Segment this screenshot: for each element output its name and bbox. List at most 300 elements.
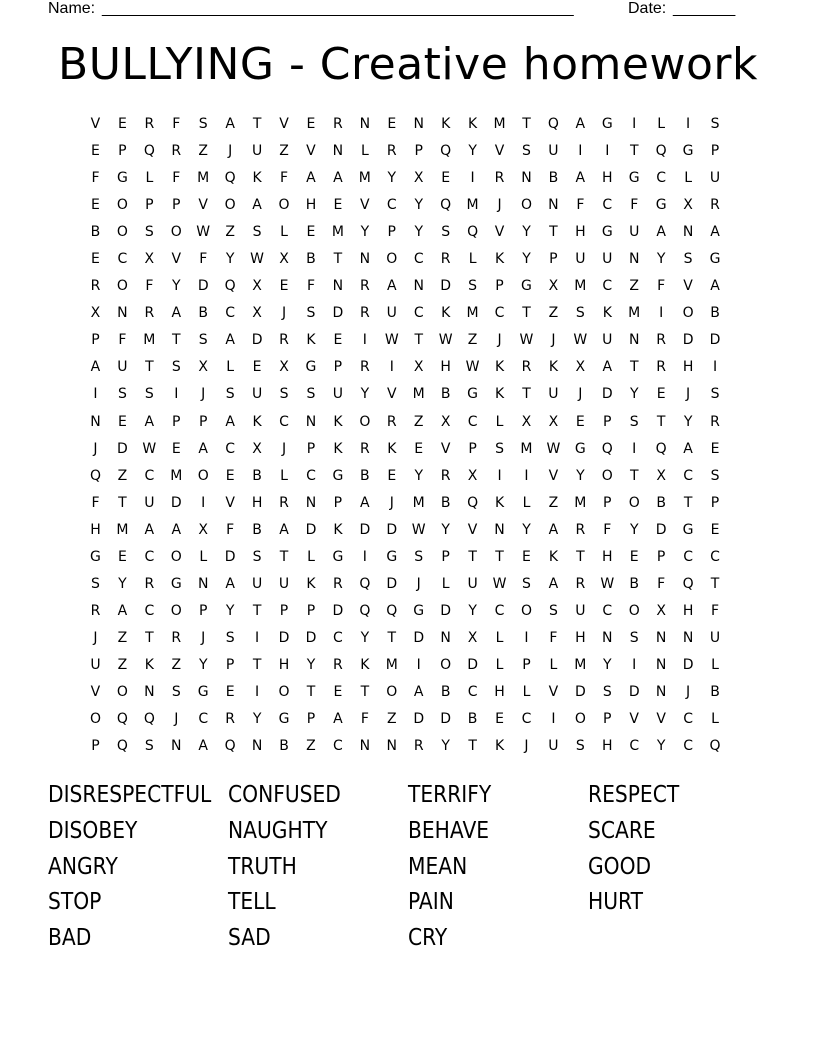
grid-letter: N [494, 521, 505, 538]
grid-letter: J [686, 386, 691, 403]
grid-letter: U [144, 494, 155, 511]
grid-letter: E [91, 251, 100, 268]
grid-letter: E [575, 413, 585, 430]
grid-letter: P [145, 197, 154, 214]
grid-letter: E [710, 521, 720, 538]
grid-letter: X [548, 413, 559, 430]
grid-letter: A [683, 440, 693, 457]
grid-letter: V [225, 494, 235, 511]
grid-letter: S [575, 305, 585, 322]
grid-letter: F [360, 711, 369, 728]
grid-letter: J [551, 332, 556, 349]
grid-row [82, 165, 732, 192]
grid-letter: I [578, 143, 583, 160]
grid-letter: L [145, 170, 154, 187]
grid-letter: I [470, 170, 475, 187]
grid-letter: Y [172, 278, 181, 295]
grid-letter: C [683, 467, 693, 484]
grid-letter: R [359, 278, 370, 295]
grid-letter: E [117, 116, 127, 133]
grid-letter: C [629, 738, 640, 755]
grid-letter: I [686, 116, 691, 133]
grid-letter: S [710, 116, 720, 133]
grid-letter: Y [441, 521, 450, 538]
grid-letter: N [682, 629, 694, 646]
grid-letter: Q [116, 738, 128, 755]
grid-letter: M [574, 494, 587, 511]
grid-letter: U [251, 386, 263, 403]
grid-letter: P [225, 656, 235, 673]
grid-row [82, 273, 732, 300]
grid-letter: Z [117, 656, 128, 673]
grid-letter: C [144, 548, 155, 565]
grid-letter: Y [225, 251, 235, 268]
grid-letter: A [225, 413, 235, 430]
grid-letter: L [468, 251, 477, 268]
grid-letter: G [332, 467, 344, 484]
grid-letter: U [278, 575, 290, 592]
grid-letter: Y [522, 521, 531, 538]
grid-letter: C [521, 711, 532, 728]
grid-letter: Y [656, 251, 666, 268]
grid-letter: T [360, 684, 370, 700]
grid-letter: I [93, 386, 98, 403]
grid-letter: U [386, 305, 397, 322]
grid-letter: D [440, 602, 452, 619]
grid-letter: N [359, 116, 371, 133]
grid-letter: D [305, 629, 317, 646]
grid-letter: S [468, 278, 478, 295]
grid-letter: T [522, 116, 531, 133]
grid-letter: H [440, 359, 451, 376]
grid-letter: S [306, 386, 316, 403]
grid-letter: O [170, 602, 182, 619]
grid-letter: A [548, 521, 559, 538]
grid-letter: G [628, 170, 640, 187]
grid-letter: D [251, 332, 263, 349]
grid-letter: S [575, 738, 585, 755]
grid-letter: T [306, 684, 316, 700]
grid-letter: T [495, 548, 504, 565]
grid-letter: O [520, 602, 532, 619]
grid-letter: D [709, 332, 721, 349]
grid-letter: I [632, 440, 637, 457]
grid-letter: E [91, 143, 100, 160]
grid-letter: F [657, 278, 666, 295]
grid-row [82, 625, 732, 652]
grid-letter: B [629, 575, 640, 592]
grid-letter: F [226, 521, 235, 538]
grid-letter: O [89, 711, 101, 728]
grid-letter: S [225, 386, 235, 403]
grid-letter: X [252, 440, 262, 457]
grid-letter: N [251, 738, 263, 755]
grid-letter: S [198, 116, 208, 133]
grid-letter: Q [224, 738, 236, 755]
grid-letter: A [171, 521, 182, 538]
grid-letter: L [657, 116, 666, 133]
grid-letter: R [656, 332, 667, 349]
grid-letter: B [279, 738, 289, 755]
grid-letter: I [712, 359, 718, 376]
grid-letter: I [497, 467, 502, 484]
grid-letter: R [359, 440, 370, 457]
grid-letter: K [602, 305, 612, 322]
grid-letter: Q [655, 143, 667, 160]
grid-letter: J [201, 386, 206, 403]
grid-letter: C [144, 467, 155, 484]
grid-letter: I [362, 548, 367, 565]
grid-letter: C [494, 305, 505, 322]
grid-letter: R [279, 494, 289, 511]
grid-letter: A [710, 278, 720, 295]
grid-letter: S [414, 548, 424, 565]
grid-letter: X [279, 359, 289, 376]
grid-letter: T [522, 386, 531, 403]
grid-letter: Z [225, 224, 235, 241]
grid-letter: T [629, 467, 639, 484]
grid-letter: O [278, 684, 290, 700]
grid-letter: W [519, 332, 534, 349]
grid-letter: I [632, 116, 637, 133]
grid-letter: G [655, 197, 667, 214]
grid-letter: U [90, 656, 101, 673]
grid-letter: P [333, 494, 343, 511]
grid-letter: X [252, 278, 262, 295]
grid-letter: A [710, 224, 720, 241]
grid-letter: U [709, 629, 721, 646]
grid-letter: R [494, 170, 505, 187]
grid-letter: F [711, 602, 720, 619]
grid-letter: Y [414, 197, 423, 214]
grid-letter: K [252, 170, 262, 187]
grid-letter: Z [413, 413, 424, 430]
grid-letter: N [655, 684, 667, 700]
grid-letter: P [603, 413, 612, 430]
grid-letter: S [252, 224, 262, 241]
grid-letter: J [281, 305, 287, 322]
grid-row [82, 679, 732, 706]
grid-letter: N [521, 170, 532, 187]
grid-letter: L [360, 143, 369, 160]
grid-letter: N [655, 656, 667, 673]
grid-letter: T [118, 494, 127, 511]
grid-letter: R [333, 575, 343, 592]
grid-letter: U [602, 251, 613, 268]
grid-letter: C [117, 251, 128, 268]
grid-letter: F [603, 521, 612, 538]
grid-letter: S [306, 305, 316, 322]
grid-row [82, 598, 732, 625]
grid-letter: D [170, 494, 182, 511]
grid-letter: J [281, 440, 287, 457]
grid-letter: U [251, 575, 263, 592]
grid-letter: P [91, 738, 100, 755]
grid-letter: C [144, 602, 155, 619]
grid-letter: O [224, 197, 236, 214]
grid-letter: K [333, 521, 343, 538]
grid-letter: N [305, 494, 317, 511]
grid-letter: G [332, 548, 344, 565]
grid-letter: M [197, 170, 210, 187]
grid-letter: E [117, 548, 127, 565]
grid-letter: P [198, 602, 208, 619]
grid-letter: A [117, 602, 128, 619]
grid-letter: B [467, 711, 478, 728]
grid-letter: I [362, 332, 367, 349]
grid-letter: Y [414, 224, 423, 241]
grid-letter: I [551, 711, 556, 728]
grid-letter: A [386, 278, 397, 295]
grid-letter: O [574, 711, 586, 728]
grid-letter: P [603, 494, 612, 511]
grid-letter: S [629, 629, 639, 646]
grid-letter: E [333, 332, 343, 349]
grid-letter: V [494, 143, 505, 160]
grid-letter: Q [655, 440, 667, 457]
grid-letter: N [117, 305, 128, 322]
grid-letter: P [656, 548, 666, 565]
grid-letter: O [359, 413, 371, 430]
grid-letter: U [332, 386, 344, 403]
grid-letter: B [710, 305, 720, 322]
grid-letter: R [225, 711, 236, 728]
grid-letter: D [682, 332, 694, 349]
grid-letter: H [90, 521, 101, 538]
grid-letter: M [116, 521, 129, 538]
grid-letter: S [629, 413, 639, 430]
grid-letter: J [524, 738, 529, 755]
grid-letter: E [414, 440, 424, 457]
grid-letter: C [279, 413, 289, 430]
grid-letter: L [199, 548, 208, 565]
grid-letter: I [632, 656, 637, 673]
grid-letter: L [280, 224, 288, 241]
grid-letter: F [91, 494, 100, 511]
grid-letter: R [171, 629, 182, 646]
grid-letter: A [413, 684, 424, 700]
grid-letter: T [629, 359, 639, 376]
grid-letter: Z [548, 305, 559, 322]
grid-letter: B [656, 494, 666, 511]
grid-letter: E [441, 170, 451, 187]
grid-letter: B [440, 494, 451, 511]
grid-letter: D [440, 711, 452, 728]
grid-letter: P [468, 440, 477, 457]
grid-letter: H [682, 602, 694, 619]
grid-letter: R [521, 359, 532, 376]
grid-letter: O [116, 224, 128, 241]
grid-letter: C [413, 251, 424, 268]
grid-letter: V [306, 143, 316, 160]
grid-letter: U [548, 386, 559, 403]
word-bank-item: DISRESPECTFUL [48, 782, 212, 808]
grid-letter: G [601, 116, 613, 133]
grid-letter: A [279, 521, 289, 538]
grid-letter: A [333, 711, 343, 728]
grid-row [82, 327, 732, 354]
grid-letter: J [497, 332, 502, 349]
grid-letter: R [279, 332, 289, 349]
grid-letter: D [601, 386, 613, 403]
grid-letter: N [628, 251, 640, 268]
grid-letter: X [413, 359, 424, 376]
grid-letter: B [440, 386, 451, 403]
grid-letter: W [250, 251, 265, 268]
grid-letter: G [305, 359, 317, 376]
grid-letter: K [144, 656, 154, 673]
grid-letter: N [332, 278, 344, 295]
grid-letter: X [548, 278, 559, 295]
word-bank-item: CONFUSED [228, 782, 341, 808]
grid-letter: Q [359, 575, 371, 592]
grid-letter: C [225, 440, 236, 457]
grid-letter: D [628, 684, 640, 700]
grid-letter: U [575, 602, 586, 619]
grid-letter: Y [252, 711, 262, 728]
grid-letter: J [174, 711, 179, 728]
grid-letter: S [495, 440, 504, 457]
grid-letter: F [549, 629, 558, 646]
grid-letter: E [656, 386, 666, 403]
grid-letter: P [306, 711, 316, 728]
grid-letter: K [548, 359, 558, 376]
word-bank-item: ANGRY [48, 853, 118, 880]
grid-letter: Y [306, 656, 316, 673]
grid-letter: H [682, 359, 694, 376]
grid-letter: P [118, 143, 127, 160]
grid-letter: V [494, 224, 505, 241]
grid-letter: X [656, 467, 666, 484]
grid-letter: E [629, 548, 639, 565]
grid-letter: T [172, 332, 181, 349]
word-bank-item: GOOD [588, 853, 652, 880]
grid-letter: G [682, 143, 694, 160]
grid-letter: S [710, 467, 720, 484]
grid-letter: U [548, 143, 559, 160]
grid-letter: G [278, 711, 290, 728]
grid-letter: Q [467, 224, 479, 241]
grid-letter: P [387, 224, 396, 241]
grid-letter: B [198, 305, 209, 322]
grid-letter: M [331, 224, 344, 241]
grid-letter: H [251, 494, 263, 511]
grid-letter: O [440, 656, 452, 673]
grid-letter: B [548, 170, 559, 187]
grid-row [82, 111, 732, 138]
grid-letter: Q [386, 602, 398, 619]
grid-letter: L [549, 656, 558, 673]
grid-letter: R [440, 251, 451, 268]
grid-letter: D [197, 278, 209, 295]
grid-letter: Q [224, 278, 236, 295]
grid-letter: D [413, 711, 425, 728]
grid-letter: Q [89, 467, 101, 484]
grid-letter: K [494, 359, 505, 376]
grid-letter: F [576, 197, 585, 214]
grid-letter: Q [224, 170, 236, 187]
grid-letter: D [386, 575, 398, 592]
grid-letter: A [575, 116, 586, 133]
grid-letter: C [467, 684, 478, 700]
grid-letter: Y [198, 656, 208, 673]
grid-letter: D [305, 521, 317, 538]
grid-letter: P [172, 413, 181, 430]
grid-letter: D [359, 521, 371, 538]
grid-letter: F [280, 170, 289, 187]
grid-letter: R [359, 305, 370, 322]
grid-letter: I [389, 359, 394, 376]
grid-letter: U [602, 332, 613, 349]
grid-letter: Q [116, 711, 128, 728]
grid-letter: T [279, 548, 289, 565]
grid-letter: A [198, 738, 208, 755]
grid-letter: R [359, 359, 370, 376]
grid-letter: S [602, 684, 612, 700]
grid-letter: V [90, 116, 101, 133]
word-search-grid [82, 111, 732, 760]
grid-letter: B [306, 251, 316, 268]
grid-letter: R [90, 278, 101, 295]
grid-letter: W [142, 440, 157, 457]
grid-letter: K [360, 656, 370, 673]
grid-letter: K [441, 116, 451, 133]
date-label: Date: [628, 0, 667, 17]
grid-letter: P [198, 413, 208, 430]
grid-letter: C [467, 413, 478, 430]
grid-letter: K [306, 332, 316, 349]
grid-letter: R [575, 575, 586, 592]
grid-letter: J [93, 629, 98, 646]
grid-letter: N [90, 413, 101, 430]
grid-letter: C [683, 738, 693, 755]
grid-letter: Q [601, 440, 613, 457]
grid-letter: X [440, 413, 451, 430]
grid-letter: T [468, 548, 477, 565]
grid-letter: L [495, 413, 504, 430]
grid-letter: N [144, 684, 155, 700]
grid-letter: Y [360, 629, 370, 646]
grid-letter: T [710, 575, 720, 592]
word-bank [48, 778, 768, 957]
grid-letter: N [171, 738, 182, 755]
grid-letter: F [630, 197, 639, 214]
grid-letter: Q [682, 575, 694, 592]
grid-letter: Y [576, 467, 585, 484]
grid-letter: F [118, 332, 127, 349]
grid-letter: H [602, 170, 613, 187]
grid-letter: R [710, 413, 720, 430]
grid-letter: M [143, 332, 156, 349]
grid-letter: V [683, 278, 693, 295]
grid-letter: G [682, 521, 694, 538]
grid-letter: T [468, 738, 477, 755]
grid-letter: Z [117, 629, 128, 646]
grid-letter: H [602, 738, 613, 755]
grid-letter: E [225, 467, 235, 484]
grid-letter: M [358, 170, 371, 187]
grid-letter: L [495, 656, 504, 673]
name-blank-line: _____________________________________________________ [102, 0, 574, 17]
grid-letter: O [386, 251, 398, 268]
grid-letter: N [305, 413, 317, 430]
grid-letter: O [116, 197, 128, 214]
grid-letter: P [414, 143, 423, 160]
grid-letter: G [709, 251, 721, 268]
grid-letter: A [252, 197, 262, 214]
grid-letter: V [440, 440, 451, 457]
grid-letter: Y [629, 386, 639, 403]
